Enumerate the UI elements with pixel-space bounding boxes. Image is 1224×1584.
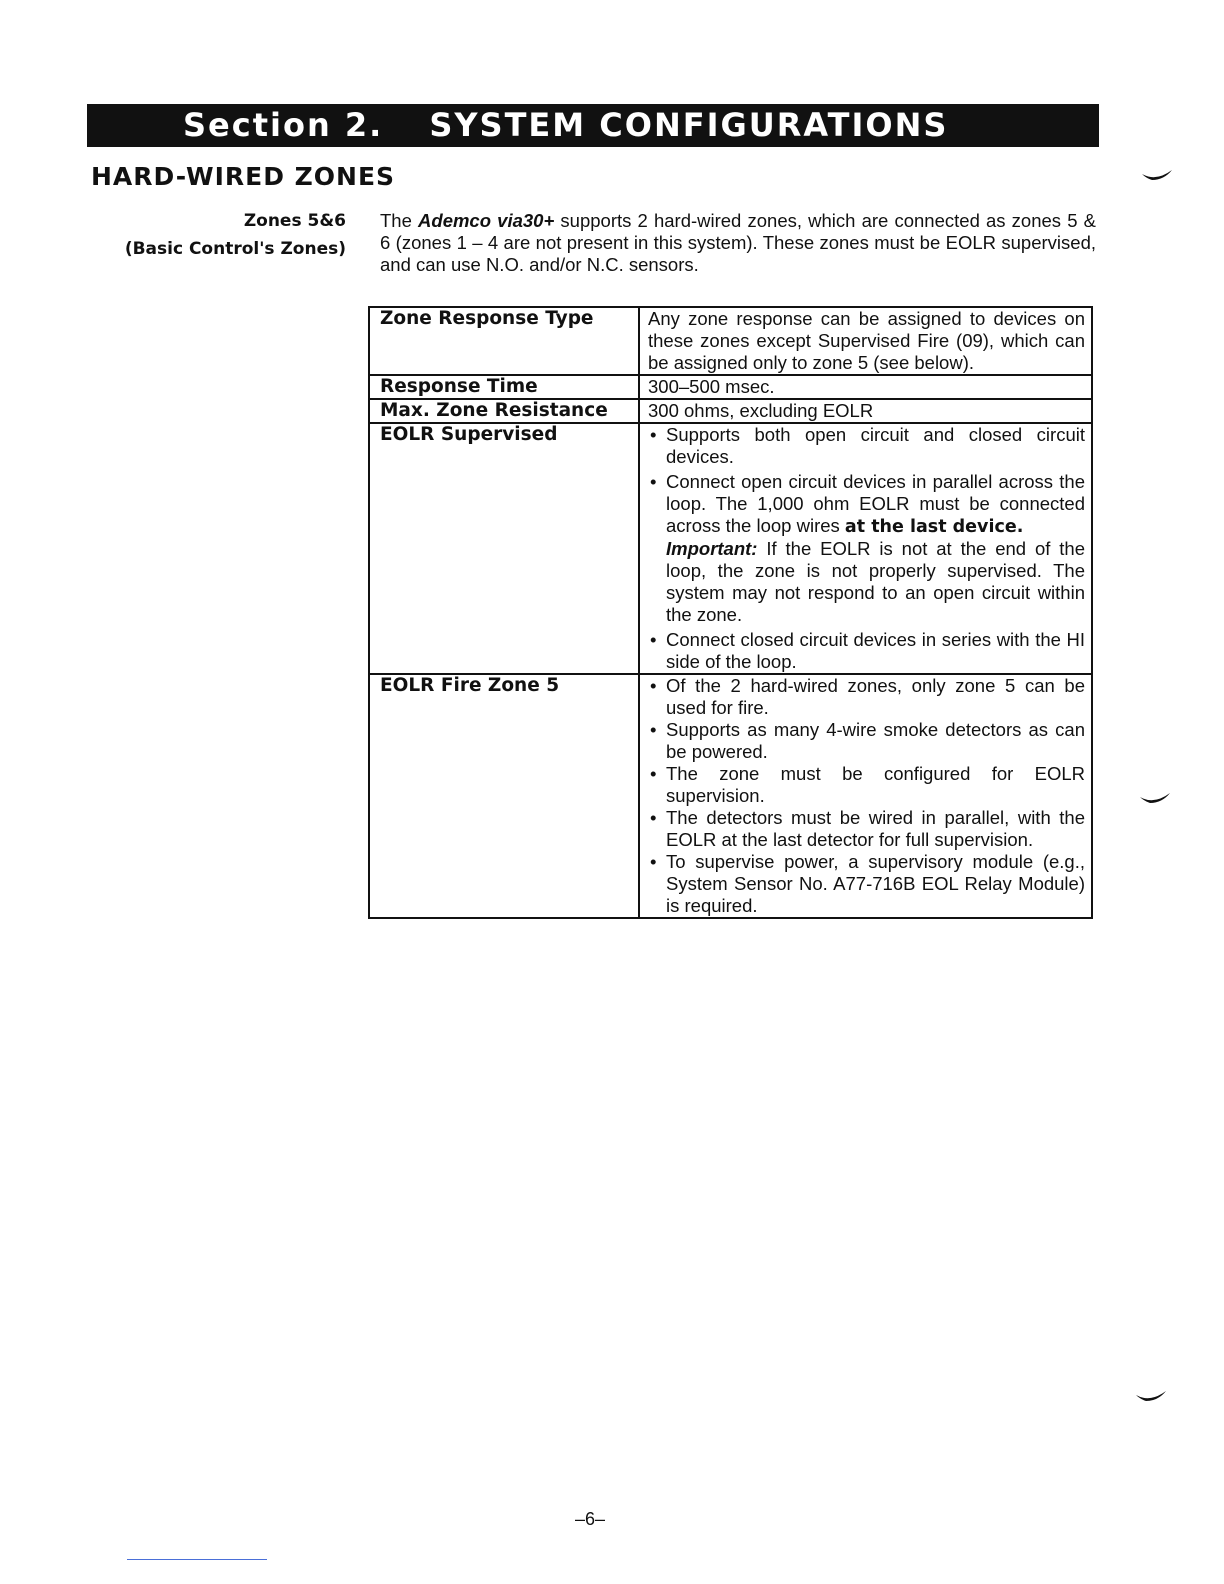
- sidehead-zones: Zones 5&6: [243, 211, 346, 231]
- binding-mark-icon: [1138, 791, 1172, 805]
- section-title: SYSTEM CONFIGURATIONS: [429, 106, 949, 144]
- term-zone-response-type: Zone Response Type: [369, 307, 639, 375]
- table-row: [369, 375, 1092, 399]
- page-heading: HARD-WIRED ZONES: [91, 162, 396, 191]
- product-name: Ademco via30+: [418, 210, 555, 231]
- term-eolr-supervised: EOLR Supervised: [369, 423, 639, 674]
- binding-mark-icon: [1134, 1389, 1168, 1403]
- section-banner: [87, 104, 1099, 147]
- section-number: Section 2.: [183, 106, 384, 144]
- eolr-supervised-list: [648, 424, 1085, 538]
- list-item: • Connect open circuit devices in parallel across the loop. The 1,000 ohm EOLR must be connected across the loop wires at the last device.: [648, 471, 1085, 538]
- desc-eolr-fire-zone-5: [639, 674, 1092, 918]
- important-label: Important:: [666, 538, 758, 559]
- table-row: [369, 399, 1092, 423]
- list-item: • The zone must be configured for EOLR supervision.: [648, 763, 1085, 807]
- intro-paragraph: The Ademco via30+ supports 2 hard-wired zones, which are connected as zones 5 & 6 (zones 1 – 4 are not present in this system). These zones must be EOLR supervised, and can use N.O. and/or N.C. sensors.: [380, 210, 1096, 275]
- desc-eolr-supervised: [639, 423, 1092, 674]
- desc-response-time: 300–500 msec.: [639, 375, 1092, 399]
- list-item: • The detectors must be wired in parallel, with the EOLR at the last detector for full supervision.: [648, 807, 1085, 851]
- footer-rule: [127, 1559, 267, 1560]
- table-row: [369, 423, 1092, 674]
- table-row: [369, 307, 1092, 375]
- term-response-time: Response Time: [369, 375, 639, 399]
- list-item: • Supports as many 4-wire smoke detectors as can be powered.: [648, 719, 1085, 763]
- sidehead-basic-control: (Basic Control's Zones): [124, 239, 346, 259]
- list-item: • Connect closed circuit devices in series with the HI side of the loop.: [648, 629, 1085, 673]
- important-note: Important: If the EOLR is not at the end of the loop, the zone is not properly supervised. The system may not respond to an open circuit within the zone.: [666, 538, 1085, 625]
- binding-mark-icon: [1140, 168, 1174, 182]
- list-item: • Of the 2 hard-wired zones, only zone 5 can be used for fire.: [648, 675, 1085, 719]
- spec-table: [368, 306, 1093, 919]
- desc-zone-response-type: Any zone response can be assigned to devices on these zones except Supervised Fire (09), which can be assigned only to zone 5 (see below).: [639, 307, 1092, 375]
- last-device-emphasis: at the last device.: [844, 517, 1024, 537]
- eolr-supervised-list-2: [648, 629, 1085, 673]
- desc-max-zone-resistance: 300 ohms, excluding EOLR: [639, 399, 1092, 423]
- term-eolr-fire-zone-5: EOLR Fire Zone 5: [369, 674, 639, 918]
- list-item: • Supports both open circuit and closed circuit devices.: [648, 424, 1085, 468]
- list-item: • To supervise power, a supervisory module (e.g., System Sensor No. A77-716B EOL Relay Module) is required.: [648, 851, 1085, 917]
- page-number: –6–: [574, 1509, 606, 1529]
- fire-zone-list: [648, 675, 1085, 917]
- table-row: [369, 674, 1092, 918]
- term-max-zone-resistance: Max. Zone Resistance: [369, 399, 639, 423]
